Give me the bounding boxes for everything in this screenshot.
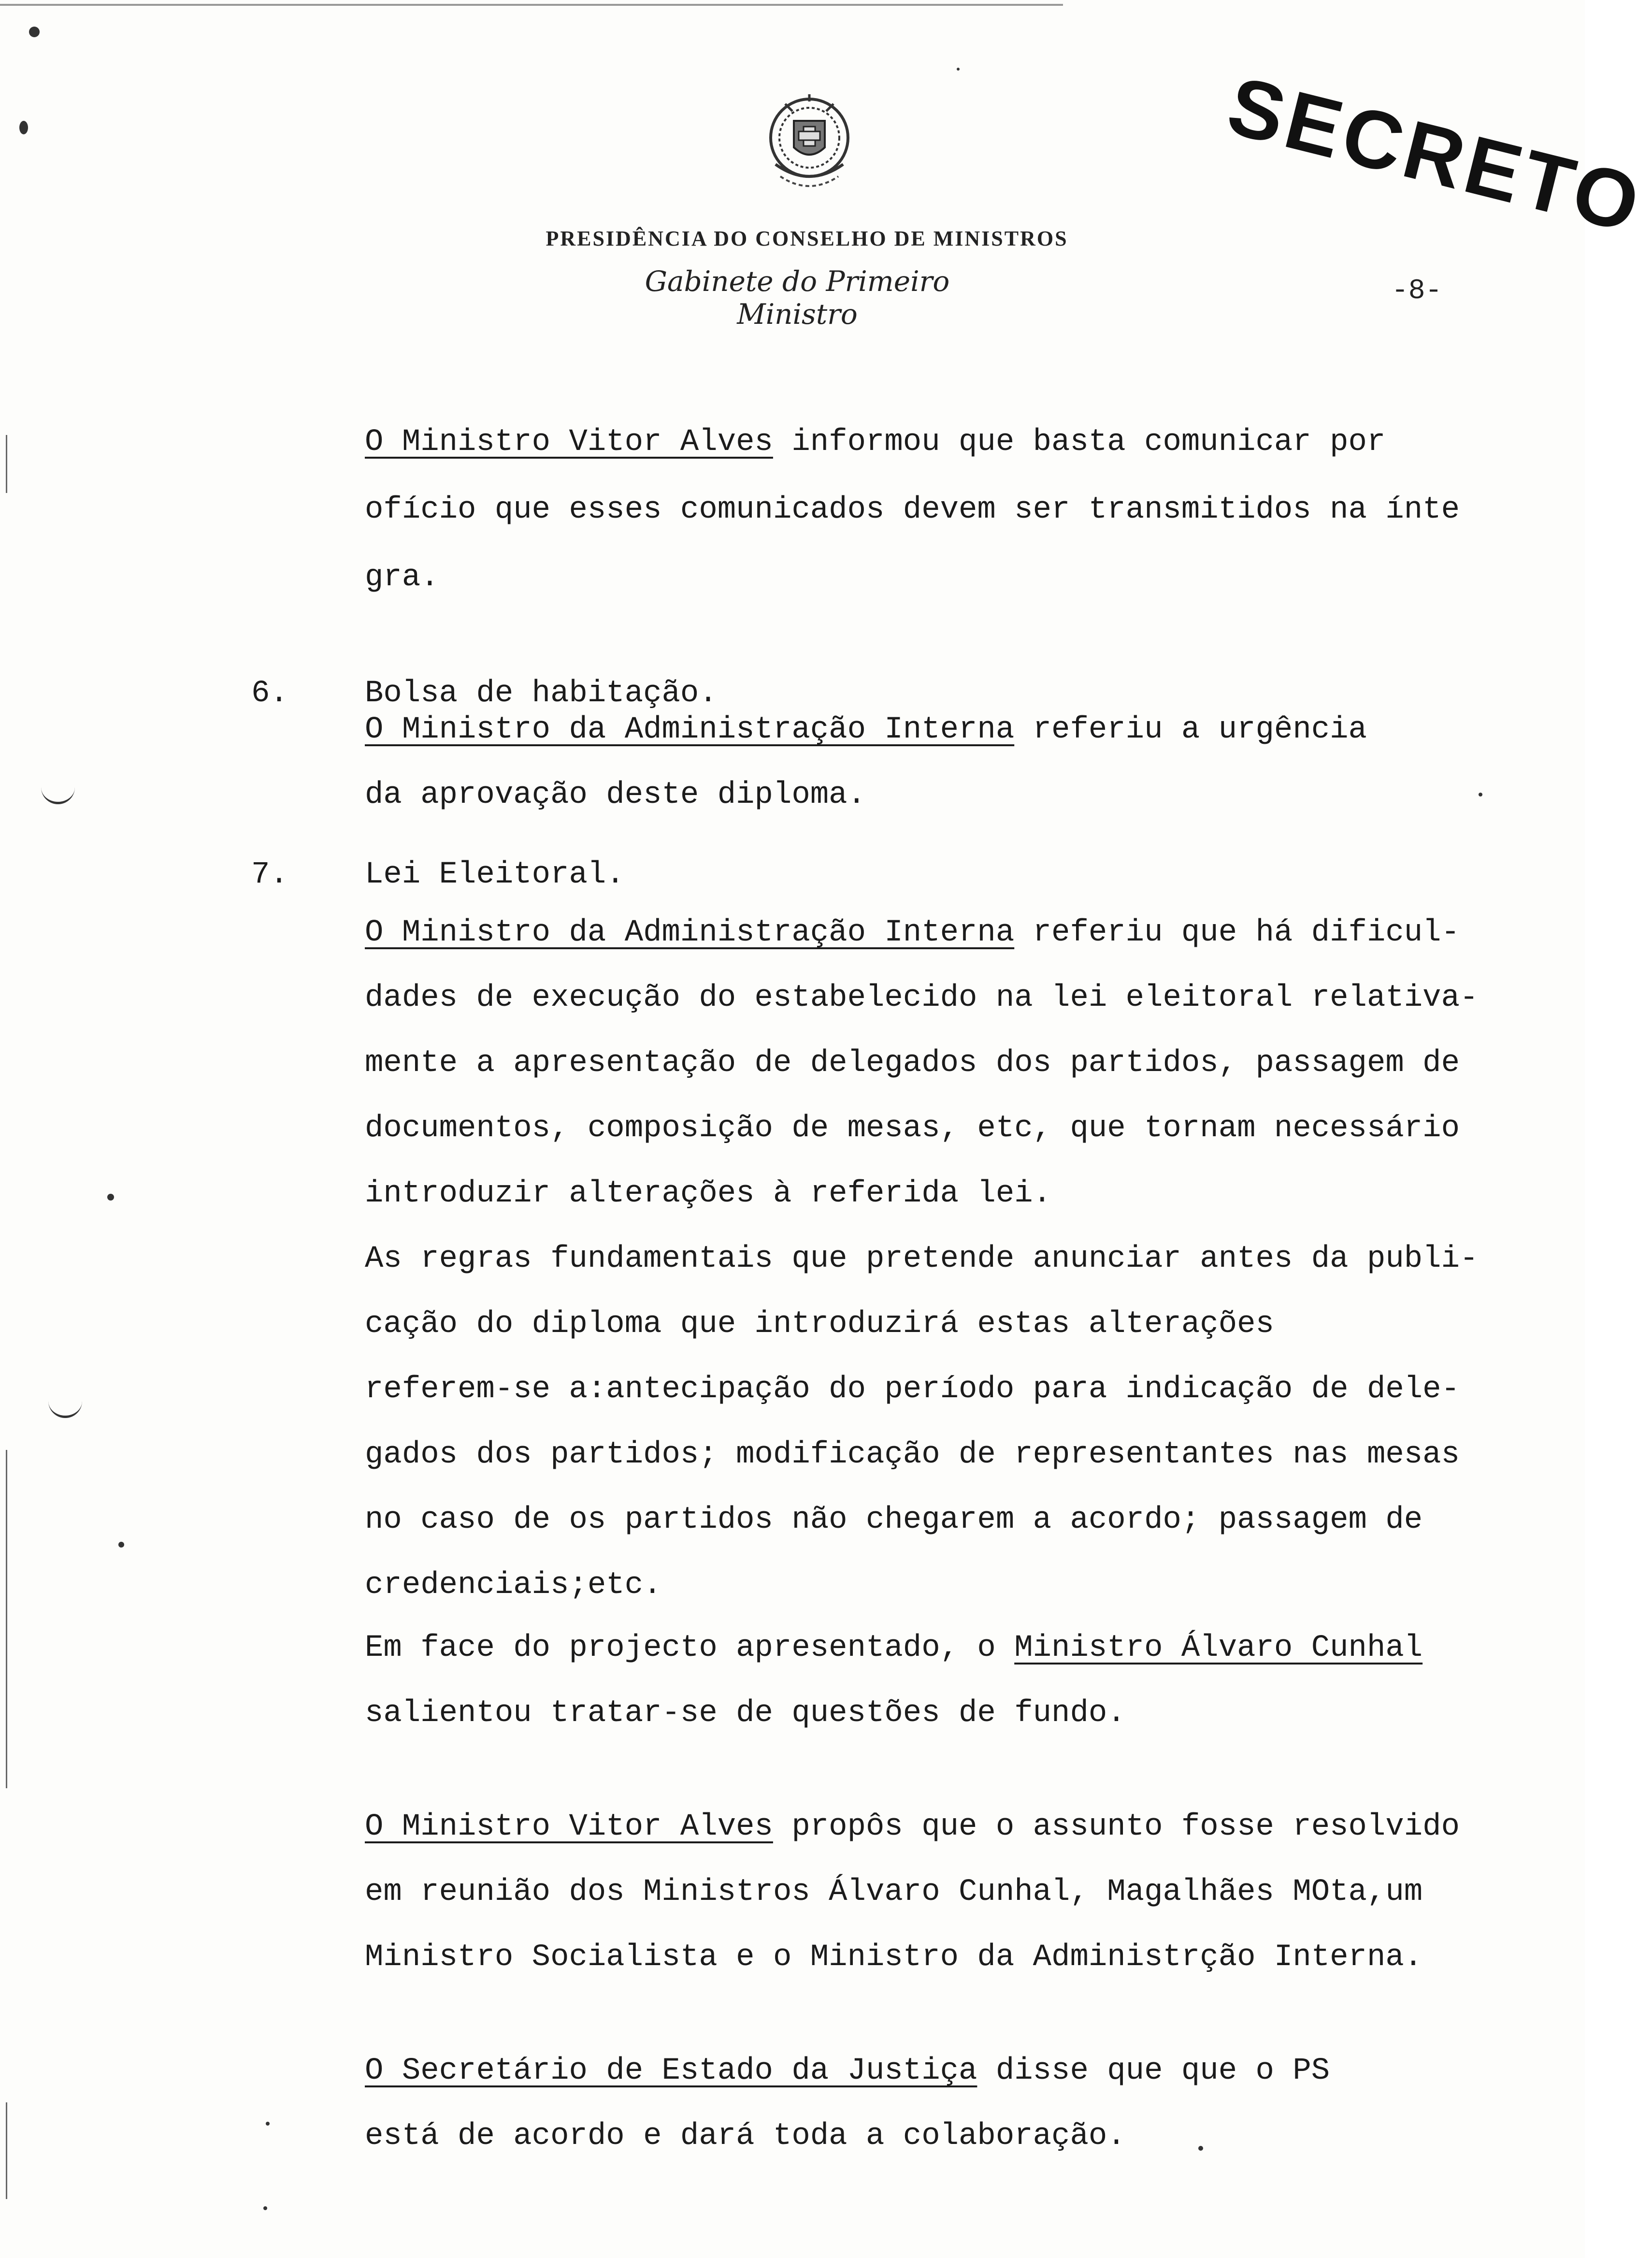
body-line: As regras fundamentais que pretende anunciar antes da publi-: [365, 1242, 1479, 1276]
scan-speck: [1198, 2146, 1203, 2151]
body-line: em reunião dos Ministros Álvaro Cunhal, Magalhães MOta,um: [365, 1875, 1423, 1910]
body-line: mente a apresentação de delegados dos partidos, passagem de: [365, 1046, 1460, 1081]
body-line: referem-se a:antecipação do período para indicação de dele-: [365, 1372, 1460, 1407]
body-line: [365, 913, 1534, 952]
scan-speck: [1479, 793, 1482, 796]
speaker-name: Ministro Álvaro Cunhal: [1014, 1631, 1423, 1665]
body-line: cação do diploma que introduzirá estas alterações: [365, 1307, 1274, 1342]
line-text: disse que que o PS: [995, 2054, 1330, 2088]
secret-stamp: SECRETO: [1219, 59, 1652, 251]
body-line: [365, 1808, 1534, 1846]
line-text: propôs que o assunto fosse resolvido: [791, 1809, 1460, 1844]
line-text: referiu que há dificul-: [1033, 915, 1460, 950]
scan-edge-mark: [6, 1450, 7, 1788]
scan-edge-mark: [6, 2102, 7, 2199]
scan-speck: [263, 2206, 267, 2210]
body-line: está de acordo e dará toda a colaboração.: [365, 2119, 1126, 2154]
speaker-name: O Ministro Vitor Alves: [365, 425, 773, 460]
body-line: credenciais;etc.: [365, 1568, 662, 1603]
body-line: gados dos partidos; modificação de representantes nas mesas: [365, 1437, 1460, 1472]
institution-title: PRESIDÊNCIA DO CONSELHO DE MINISTROS: [546, 227, 1068, 250]
speaker-name: O Ministro da Administração Interna: [365, 915, 1015, 950]
line-text: informou que basta comunicar por: [791, 425, 1386, 460]
body-line: da aprovação deste diploma.: [365, 778, 866, 812]
margin-mark: [41, 785, 75, 804]
coat-of-arms-emblem: [756, 92, 862, 203]
body-line: [365, 1629, 1534, 1667]
item-title: Lei Eleitoral.: [365, 857, 625, 892]
body-line: salientou tratar-se de questões de fundo.: [365, 1696, 1126, 1731]
body-line: [365, 423, 1534, 462]
item-number: 6.: [251, 676, 288, 711]
line-text: referiu a urgência: [1033, 712, 1367, 747]
speaker-name: O Ministro Vitor Alves: [365, 1809, 773, 1844]
body-line: gra.: [365, 560, 439, 595]
scan-edge-mark: [6, 435, 7, 493]
scan-speck: [29, 27, 40, 37]
page-number: -8-: [1392, 275, 1442, 307]
speaker-name: O Secretário de Estado da Justiça: [365, 2054, 977, 2088]
scan-edge-line: [0, 4, 1063, 6]
office-subtitle: Gabinete do Primeiro Ministro: [645, 265, 950, 331]
scan-speck: [266, 2122, 270, 2126]
body-line: Ministro Socialista e o Ministro da Administrção Interna.: [365, 1940, 1423, 1975]
body-line: [365, 2052, 1534, 2090]
scan-speck: [118, 1542, 124, 1548]
line-text: Em face do projecto apresentado, o: [365, 1631, 996, 1665]
margin-mark: [48, 1399, 82, 1418]
item-title: Bolsa de habitação.: [365, 676, 718, 711]
scan-speck: [107, 1194, 114, 1201]
speaker-name: O Ministro da Administração Interna: [365, 712, 1015, 747]
body-line: documentos, composição de mesas, etc, que tornam necessário: [365, 1111, 1460, 1146]
body-line: ofício que esses comunicados devem ser transmitidos na ínte: [365, 492, 1460, 527]
scan-speck: [19, 121, 28, 134]
body-line: introduzir alterações à referida lei.: [365, 1176, 1052, 1211]
item-number: 7.: [251, 857, 288, 892]
body-line: dades de execução do estabelecido na lei eleitoral relativa-: [365, 981, 1479, 1015]
body-line: [365, 710, 1534, 749]
scan-speck: [957, 68, 960, 71]
body-line: no caso de os partidos não chegarem a acordo; passagem de: [365, 1503, 1423, 1537]
